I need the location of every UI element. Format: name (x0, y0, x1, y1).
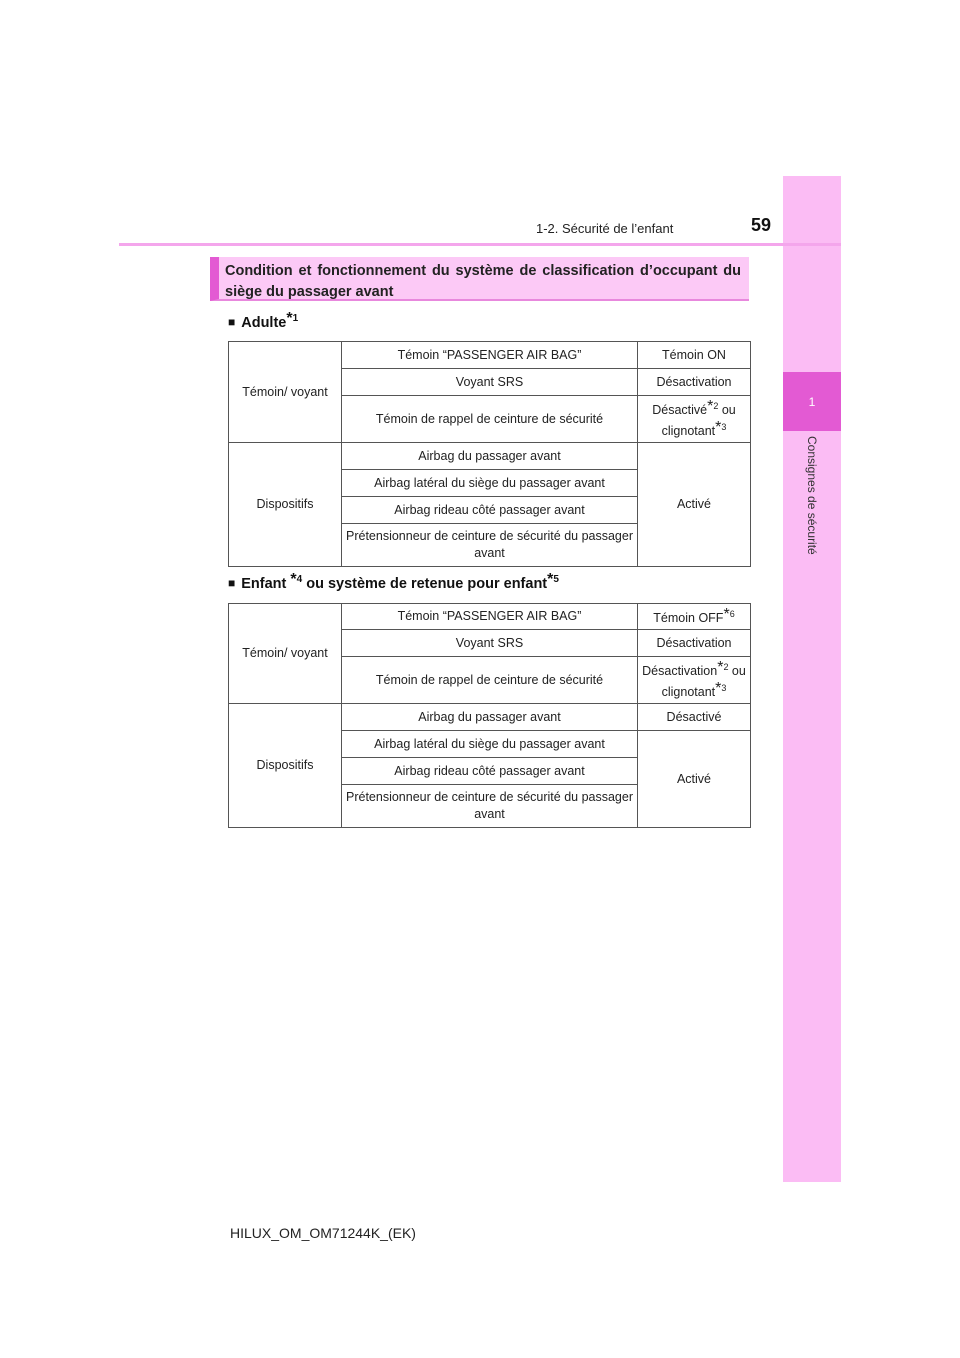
value-text: ou clignotant (661, 403, 736, 439)
item-cell: Prétensionneur de ceinture de sécurité du passager avant (342, 785, 638, 828)
footnote-ref: 4 (296, 574, 303, 585)
item-cell: Airbag rideau côté passager avant (342, 497, 638, 524)
item-cell: Airbag du passager avant (342, 704, 638, 731)
chapter-title-tab (783, 436, 841, 676)
footnote-ref: 3 (721, 422, 727, 433)
chapter-sidebar (783, 176, 841, 1182)
square-bullet-icon: ■ (228, 314, 236, 329)
section-heading: Condition et fonctionnement du système de classification d’occupant du siège du passager avant (210, 257, 749, 301)
value-cell: Désactivation (638, 369, 751, 396)
item-cell: Témoin “PASSENGER AIR BAG” (342, 342, 638, 369)
item-cell: Voyant SRS (342, 630, 638, 657)
footnote-star-icon: * (290, 571, 297, 588)
subsection-title: Enfant (241, 575, 291, 592)
table-row (229, 443, 751, 470)
footnote-star-icon: * (715, 419, 722, 437)
item-cell: Témoin “PASSENGER AIR BAG” (342, 604, 638, 630)
group-cell: Dispositifs (229, 443, 342, 567)
footnote-star-icon: * (286, 310, 293, 327)
item-cell: Prétensionneur de ceinture de sécurité du passager avant (342, 524, 638, 567)
item-cell: Airbag rideau côté passager avant (342, 758, 638, 785)
value-text: ou clignotant (661, 664, 746, 700)
item-cell: Airbag du passager avant (342, 443, 638, 470)
square-bullet-icon: ■ (228, 575, 236, 590)
item-cell: Voyant SRS (342, 369, 638, 396)
item-cell: Airbag latéral du siège du passager avant (342, 731, 638, 758)
subsection-title: ou système de retenue pour enfant (302, 575, 548, 592)
footnote-star-icon: * (723, 606, 730, 623)
value-cell (638, 657, 751, 704)
value-text: Désactivation (642, 664, 718, 679)
group-cell: Témoin/ voyant (229, 342, 342, 443)
item-cell: Airbag latéral du siège du passager avant (342, 470, 638, 497)
group-cell: Témoin/ voyant (229, 604, 342, 704)
footnote-ref: 2 (723, 662, 729, 673)
footnote-ref: 6 (729, 609, 735, 619)
item-cell: Témoin de rappel de ceinture de sécurité (342, 396, 638, 443)
child-status-table (228, 603, 751, 828)
item-cell: Témoin de rappel de ceinture de sécurité (342, 657, 638, 704)
subsection-title: Adulte (241, 314, 287, 331)
group-cell: Dispositifs (229, 704, 342, 828)
footnote-ref: 3 (721, 683, 727, 694)
document-code: HILUX_OM_OM71244K_(EK) (230, 1225, 416, 1241)
footnote-ref: 2 (713, 401, 719, 411)
footnote-star-icon: * (547, 571, 554, 588)
footnote-star-icon: * (715, 680, 722, 698)
header-divider (119, 243, 841, 246)
value-cell: Témoin ON (638, 342, 751, 369)
value-cell: Désactivation (638, 630, 751, 657)
value-text: Désactivé (652, 403, 708, 418)
value-cell: Désactivé (638, 704, 751, 731)
chapter-number: 1 (808, 394, 816, 409)
footnote-star-icon: * (707, 398, 714, 415)
value-cell: Activé (638, 731, 751, 828)
section-path: 1-2. Sécurité de l’enfant (536, 221, 674, 236)
footnote-ref: 1 (292, 313, 299, 324)
subsection-adult (228, 310, 298, 331)
subsection-child (228, 571, 559, 592)
value-cell (638, 396, 751, 443)
value-cell: Activé (638, 443, 751, 567)
table-row (229, 604, 751, 630)
chapter-number-tab[interactable] (783, 372, 841, 431)
footnote-ref: 5 (553, 574, 559, 585)
chapter-title: Consignes de sécurité (805, 436, 819, 555)
adult-status-table (228, 341, 751, 567)
page-number: 59 (751, 215, 772, 235)
value-cell (638, 604, 751, 630)
footnote-star-icon: * (717, 659, 724, 677)
table-row (229, 342, 751, 369)
value-text: Témoin OFF (653, 611, 724, 626)
table-row (229, 704, 751, 731)
